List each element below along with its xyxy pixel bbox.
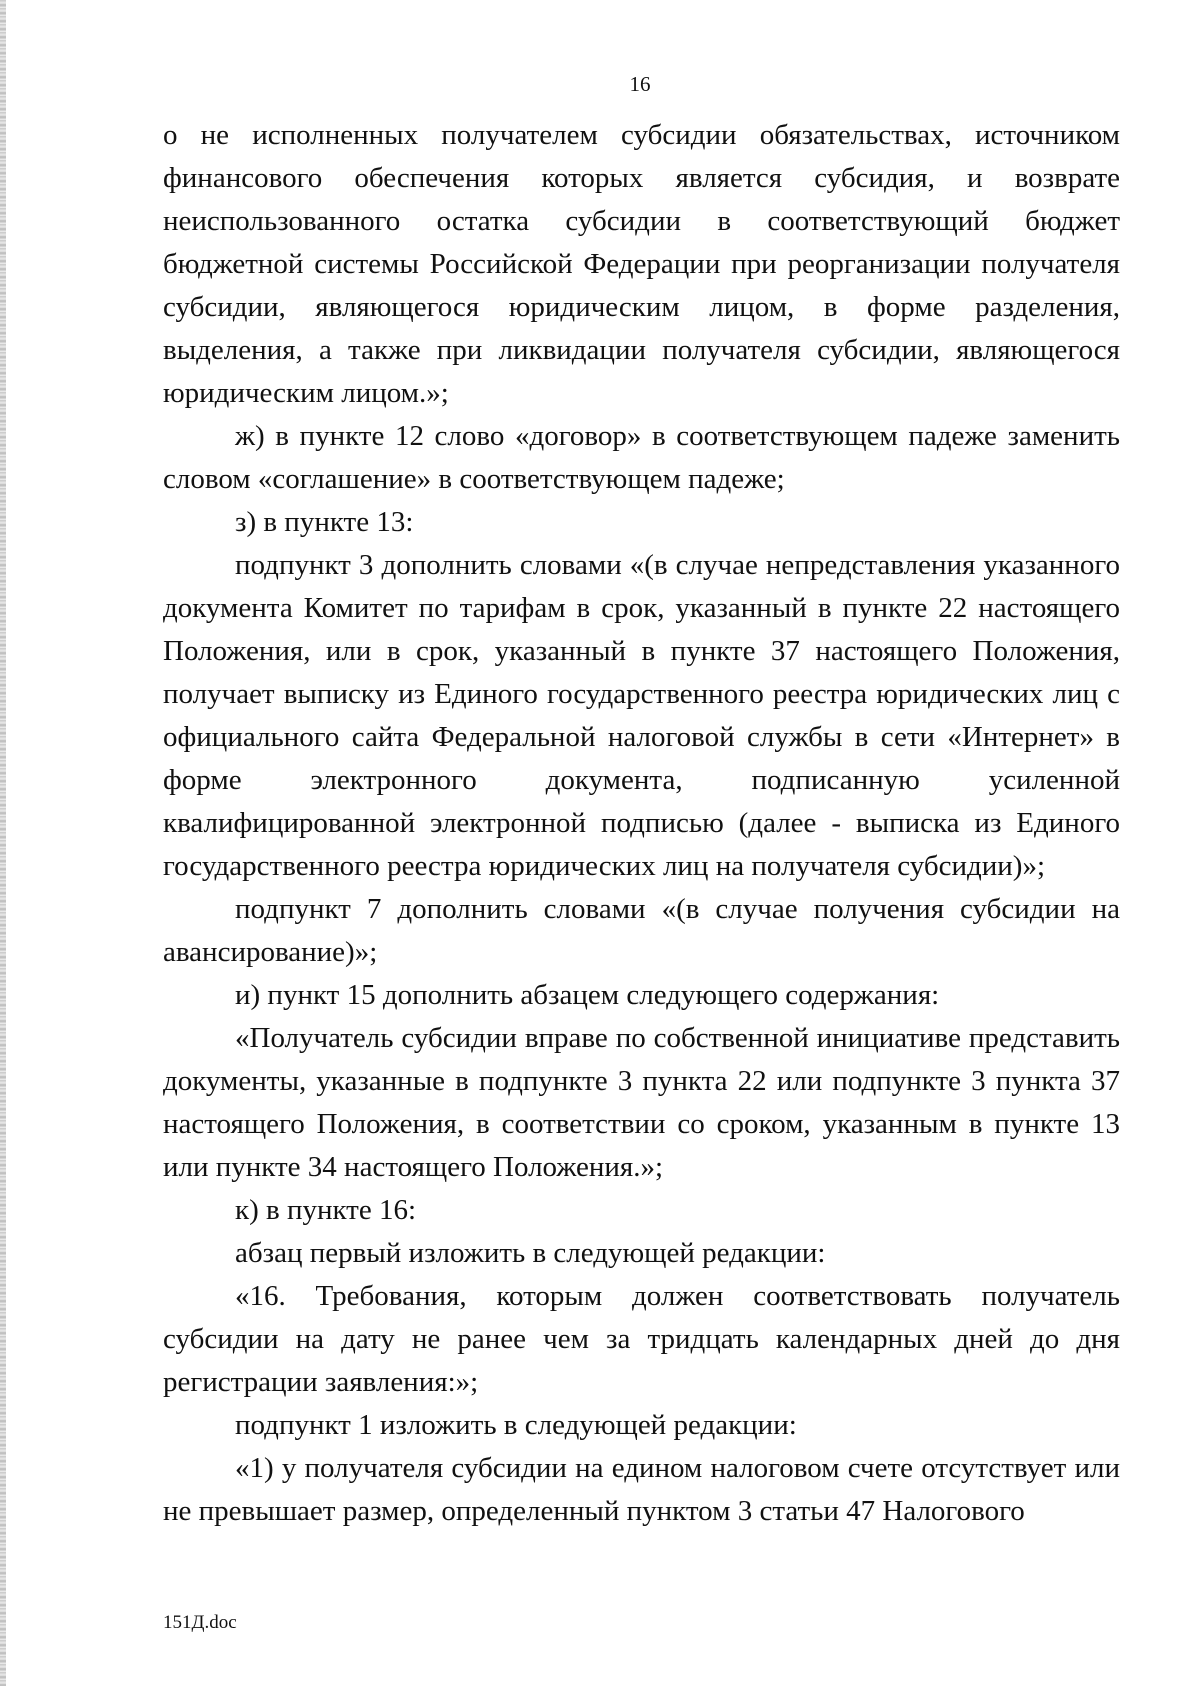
paragraph: «1) у получателя субсидии на едином налоговом счете отсутствует или не превышает размер, определенный пунктом 3 статьи 47 Налогового bbox=[163, 1452, 1120, 1527]
scan-edge bbox=[0, 0, 6, 1686]
paragraph: «Получатель субсидии вправе по собственной инициативе представить документы, указанные в подпункте 3 пункта 22 или подпункте 3 пункта 37 настоящего Положения, в соответствии со сроком, указанным в пункте 13 или пункте 34 настоящего Положения.»; bbox=[163, 1022, 1120, 1183]
paragraph: ж) в пункте 12 слово «договор» в соответствующем падеже заменить словом «соглашение» в соответствующем падеже; bbox=[163, 420, 1120, 495]
page-number: 16 bbox=[629, 72, 651, 96]
paragraph: о не исполненных получателем субсидии обязательствах, источником финансового обеспечения которых является субсидия, и возврате неиспользованного остатка субсидии в соответствующий бюджет бюджетной системы Российской Федерации при реорганизации получателя субсидии, являющегося юридическим лицом, в форме разделения, выделения, а также при ликвидации получателя субсидии, являющегося юридическим лицом.»; bbox=[163, 119, 1120, 409]
paragraph: подпункт 7 дополнить словами «(в случае получения субсидии на авансирование)»; bbox=[163, 893, 1120, 968]
document-body bbox=[163, 114, 1120, 1533]
paragraph: подпункт 3 дополнить словами «(в случае непредставления указанного документа Комитет по тарифам в срок, указанный в пункте 22 настоящего Положения, или в срок, указанный в пункте 37 настоящего Положения, получает выписку из Единого государственного реестра юридических лиц с официального сайта Федеральной налоговой службы в сети «Интернет» в форме электронного документа, подписанную усиленной квалифицированной электронной подписью (далее - выписка из Единого государственного реестра юридических лиц на получателя субсидии)»; bbox=[163, 549, 1120, 882]
paragraph: «16. Требования, которым должен соответствовать получатель субсидии на дату не ранее чем за тридцать календарных дней до дня регистрации заявления:»; bbox=[163, 1280, 1120, 1398]
paragraph: к) в пункте 16: bbox=[235, 1194, 417, 1226]
document-filename-footer: 151Д.doc bbox=[163, 1612, 237, 1633]
paragraph: и) пункт 15 дополнить абзацем следующего содержания: bbox=[235, 979, 940, 1011]
paragraph: абзац первый изложить в следующей редакции: bbox=[235, 1237, 826, 1269]
paragraph: подпункт 1 изложить в следующей редакции: bbox=[235, 1409, 797, 1441]
paragraph: з) в пункте 13: bbox=[235, 506, 414, 538]
